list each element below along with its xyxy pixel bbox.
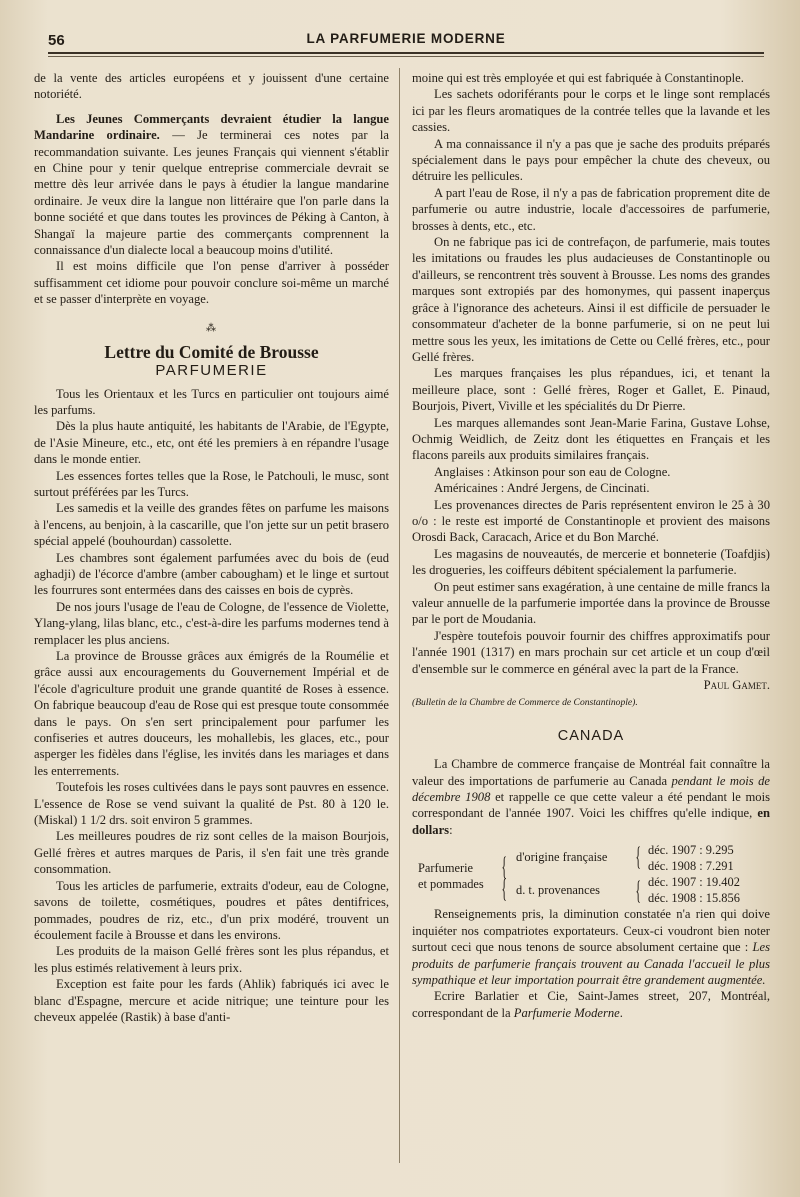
table-value: déc. 1907 : 9.295 [648, 843, 734, 858]
paragraph: Tous les Orientaux et les Turcs en particulier ont toujours aimé les parfums. [34, 386, 389, 417]
paragraph: On peut estimer sans exagération, à une centaine de mille francs la valeur annuelle de la parfumerie importée dans la province de Brousse par le port de Moudania. [412, 579, 770, 627]
paragraph: moine qui est très employée et qui est fabriquée à Constantinople. [412, 71, 744, 85]
paragraph: A part l'eau de Rose, il n'y a pas de fabrication proprement dite de parfumerie ou autre industrie, locale d'accessoires de parfumerie, brosses à dents, etc., etc. [412, 185, 770, 233]
paragraph: Les chambres sont également parfumées avec du bois de (eud aghadji) de l'écorce d'ambre (amber cabougham) et le linge et surtout les fourrures sont entermées dans des caisses en bois de cyprès. [34, 550, 389, 598]
bold-run: en dollars [412, 806, 770, 837]
brace: { [635, 876, 642, 906]
left-column [34, 70, 389, 1025]
signature: Paul Gamet. [703, 678, 770, 693]
column-divider [399, 68, 400, 1163]
jeunes-title: Les Jeunes Commerçants devraient étudier la langue Mandarine ordinaire. [34, 111, 389, 143]
right-column [412, 70, 770, 1021]
table-value: déc. 1907 : 19.402 [648, 875, 740, 890]
paragraph: A ma connaissance il n'y a pas que je sache des produits préparés spécialement dans le pays pour empêcher la chute des cheveux, ou détruire les pellicules. [412, 136, 770, 184]
paragraph: Américaines : André Jergens, de Cincinati. [434, 481, 650, 496]
paragraph: Tous les articles de parfumerie, extraits d'odeur, eau de Cologne, savons de toilette, cosmétiques, poudres et pâtes dentifrices, pommades, poudres de riz, etc., d'un prix modéré, trouvent un écoulement facile à Brousse et dans les environs. [34, 878, 389, 942]
running-header [48, 28, 764, 52]
italic-run: Parfumerie Moderne [513, 1005, 620, 1020]
table-origin: d. t. provenances [516, 883, 600, 898]
brace: { [501, 874, 508, 904]
text-run: La Chambre de commerce française de Montréal fait connaître la valeur des importations de parfumerie au Canada [412, 757, 770, 788]
paragraph: Les marques allemandes sont Jean-Marie Farina, Gustave Lohse, Ochmig Weidlich, de Zeitz dont les étiquettes en Français et les flacons pareils aux produits similaires français. [412, 415, 770, 463]
italic-run: Les produits de parfumerie français trouvent au Canada l'accueil le plus sympathique et leur importation pourrait être grandement augmentée. [412, 940, 770, 987]
text-run: et rappelle ce que cette valeur a été pendant le mois correspondant de l'année 1907. Voici les chiffres qu'elle indique, [412, 790, 770, 821]
journal-title: LA PARFUMERIE MODERNE [306, 31, 506, 46]
text-run: : [449, 822, 453, 837]
table-origin: d'origine française [516, 850, 608, 865]
canada-title: CANADA [557, 727, 625, 744]
table-value: déc. 1908 : 15.856 [648, 891, 740, 906]
paragraph: On ne fabrique pas ici de contrefaçon, de parfumerie, mais toutes les imitations ou fraudes les plus audacieuses de Constantinople ou d'ailleurs, se rencontrent très souvent à Brousse. Les noms des grandes marques sont extropiés par des homonymes, qui passent inaperçus grâce à l'ignorance des acheteurs. Ainsi il est difficile de persuader le consommateur d'acheter de la bonne parfumerie, si on ne peut lui mettre sous les yeux, les imitations de Cette ou Cellé frères, etc., pour Gellé frères. [412, 235, 770, 364]
import-table [412, 842, 770, 906]
table-label: Parfumerie [418, 861, 474, 876]
paragraph: Dès la plus haute antiquité, les habitants de l'Arabie, de l'Egypte, de l'Asie Mineure, etc., etc, ont été les premiers à en répandre l'usage dans le monde entier. [34, 419, 389, 467]
canada-paragraph [412, 756, 770, 838]
paragraph: De nos jours l'usage de l'eau de Cologne, de l'essence de Violette, Ylang-ylang, lilas blanc, etc., c'est-à-dire les parfums modernes tend à remplacer les plus anciens. [34, 599, 389, 647]
jeunes-paragraph [34, 111, 389, 259]
paragraph: Les sachets odoriférants pour le corps et le linge sont remplacés ici par les fleurs aromatiques de la contrée telles que la lavande et les cassies. [412, 87, 770, 135]
paragraph: Les meilleures poudres de riz sont celles de la maison Bourjois, Gellé frères et autres marques de Paris, il s'en fait une très grande consommation. [34, 829, 389, 877]
table-label: et pommades [418, 877, 484, 892]
canada-paragraph [412, 988, 770, 1021]
paragraph: Exception est faite pour les fards (Ahlik) fabriqués ici avec le blanc d'Espagne, mercure et acide nitrique; une teinture pour les cheveux appelée (Rastik) à base d'anti- [34, 977, 389, 1024]
table-value: déc. 1908 : 7.291 [648, 859, 734, 874]
header-rule-thin [48, 56, 764, 57]
article-body [34, 386, 389, 1026]
paragraph: Il est moins difficile que l'on pense d'arriver à posséder suffisamment cet idiome pour pouvoir conclure soi-même un marché et se passer d'interprète en voyage. [34, 259, 389, 307]
text-run: Ecrire Barlatier et Cie, Saint-James street, 207, Montréal, correspondant de la [412, 989, 770, 1020]
intro-paragraph: de la vente des articles européens et y jouissent d'une certaine notoriété. [34, 71, 389, 102]
paragraph: J'espère toutefois pouvoir fournir des chiffres approximatifs pour l'année 1901 (1317) en mars prochain sur cet article et un coup d'œil d'ensemble sur le commerce en général avec la part de la France. [412, 628, 770, 676]
canada-paragraph [412, 906, 770, 988]
paragraph: Les marques françaises les plus répandues, ici, et tenant la meilleure place, sont : Gellé frères, Roger et Gallet, E. Pinaud, Bourjois, Pivert, Viville et les spécialités du Dr Pierre. [412, 366, 770, 414]
paragraph: Les produits de la maison Gellé frères sont les plus répandus, et les plus estimés relativement à leurs prix. [34, 944, 389, 975]
paragraph: La province de Brousse grâces aux émigrés de la Roumélie et grâce aussi aux encouragements du Gouvernement Impérial et de l'école d'agriculture produit une grande quantité de Roses à essence. On fabrique beaucoup d'eau de Rose qui est presque toute consommée dans le pays. On s'en sert principalement pour parfumer les confiseries et autres douceurs, les mohallebis, les glaces, etc., pour asperger les fidèles dans l'église, les invités dans les mariages et dans les enterrements. [34, 649, 389, 778]
jeunes-body: — Je terminerai ces notes par la recommandation suivante. Les jeunes Français qui viennent s'établir en Chine pour y tenir quelque entreprise commerciale devrait se mettre dès leur arrivée dans le pays à étudier la langue mandarine ordinaire. Je veux dire la langue non littéraire que l'on parle dans la bonne société et que dans toutes les provinces de Péking à Canton, à Shangaï la majeure partie des commerçants comprennent la connaissance d'un dialecte local a beaucoup moins d'utilité. [34, 128, 390, 258]
paragraph: Les provenances directes de Paris représentent environ le 25 à 30 o/o : le reste est importé de Constantinople et provient des maisons Orosdi Back, Caracach, Arice et du Bon Marché. [412, 497, 770, 545]
paragraph: Les essences fortes telles que la Rose, le Patchouli, le musc, sont surtout préférées par les Turcs. [34, 468, 389, 499]
paragraph: Toutefois les roses cultivées dans le pays sont pauvres en essence. L'essence de Rose se vend suivant la qualité de Pst. 80 à 120 le.(Miskal) 1 1/2 drs. soit environ 5 grammes. [34, 780, 389, 828]
brace: { [501, 852, 508, 882]
article-title: Lettre du Comité de Brousse [104, 341, 319, 362]
paragraph: Les magasins de nouveautés, de mercerie et bonneterie (Toafdjis) les drogueries, les coiffeurs débitent spécialement la parfumerie. [412, 546, 770, 578]
brace: { [635, 842, 642, 872]
page-number: 56 [48, 32, 65, 49]
text-run: . [619, 1005, 623, 1020]
section-ornament: ⁂ [206, 322, 217, 334]
header-rule [48, 52, 764, 54]
paragraph: Les samedis et la veille des grandes fêtes on parfume les maisons à l'encens, au benjoin, à la cascarille, que l'on jette sur un petit brasero spécial appelé (bouhourdan) cassolette. [34, 501, 389, 549]
source-citation: (Bulletin de la Chambre de Commerce de Constantinople). [412, 697, 638, 709]
paragraph: Anglaises : Atkinson pour son eau de Cologne. [434, 464, 671, 479]
text-run: Renseignements pris, la diminution constatée n'a rien qui doive inquiéter nos compatriotes exportateurs. Ceux-ci voudront bien noter surtout ceci que nous tenons de source absolument certaine que : [412, 907, 770, 955]
italic-run: pendant le mois de décembre 1908 [412, 773, 770, 805]
article-subtitle: PARFUMERIE [155, 362, 268, 380]
